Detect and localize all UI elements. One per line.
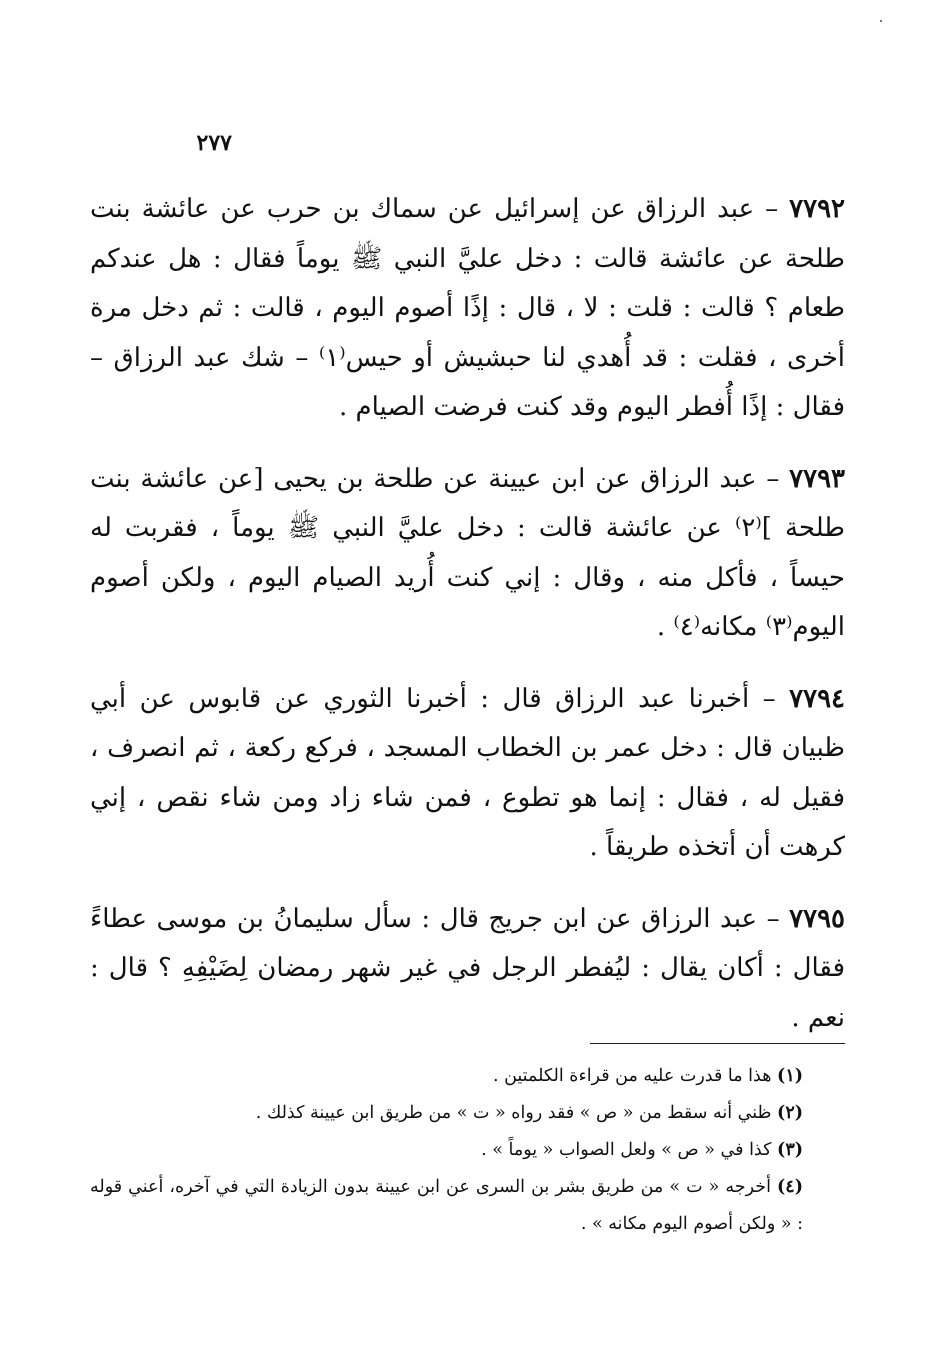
footnote-text: كذا في « ص » ولعل الصواب « يوماً » . [481, 1140, 772, 1160]
hadith-text: – عبد الرزاق عن إسرائيل عن سماك بن حرب عن عائشة بنت طلحة عن عائشة قالت : دخل عليَّ النبي ﷺ يوماً فقال : هل عندكم طعام ؟ قالت : قلت : لا ، قال : إذًا أصوم اليوم ، قالت : ثم دخل مرة أخرى ، فقلت : قد أُهدي لنا حبشيش أو حيس⁽١⁾ – شك عبد الرزاق – فقال : إذًا أُفطر اليوم وقد كنت فرضت الصيام . [90, 194, 845, 422]
hadith-7795 [90, 895, 845, 1044]
footnote-1 [90, 1058, 845, 1095]
footnote-3 [90, 1132, 845, 1169]
hadith-number: ٧٧٩٤ [789, 683, 846, 714]
footnotes [90, 1058, 845, 1243]
hadith-text: – عبد الرزاق عن ابن عيينة عن طلحة بن يحيى [عن عائشة بنت طلحة ]⁽٢⁾ عن عائشة قالت : دخل عليَّ النبي ﷺ يوماً ، فقربت له حيساً ، فأكل منه ، وقال : إني كنت أُريد الصيام اليوم ، ولكن أصوم اليوم⁽٣⁾ مكانه⁽٤⁾ . [90, 463, 845, 642]
footnote-text: أخرجه « ت » من طريق بشر بن السرى عن ابن عيينة بدون الزيادة التي في آخره، أعني قوله : « ولكن أصوم اليوم مكانه » . [90, 1177, 803, 1234]
footnote-text: ظني أنه سقط من « ص » فقد رواه « ت » من طريق ابن عيينة كذلك . [255, 1103, 772, 1123]
scan-speck [880, 20, 882, 22]
footnote-number: (٤) [777, 1177, 803, 1197]
footnote-4 [90, 1169, 845, 1243]
footnote-divider [590, 1043, 845, 1044]
footnote-number: (٣) [777, 1140, 803, 1160]
hadith-number: ٧٧٩٢ [789, 194, 846, 224]
footnote-2 [90, 1095, 845, 1132]
page-number: ٢٧٧ [196, 130, 232, 156]
footnote-number: (٢) [777, 1103, 803, 1123]
footnote-number: (١) [777, 1066, 803, 1086]
footnote-text: هذا ما قدرت عليه من قراءة الكلمتين . [492, 1066, 772, 1086]
hadith-7794 [90, 675, 845, 873]
main-text [90, 185, 845, 1065]
hadith-7792 [90, 185, 845, 433]
hadith-7793 [90, 455, 845, 653]
hadith-number: ٧٧٩٣ [789, 463, 846, 494]
hadith-text: – أخبرنا عبد الرزاق قال : أخبرنا الثوري عن قابوس عن أبي ظبيان قال : دخل عمر بن الخطاب المسجد ، فركع ركعة ، ثم انصرف ، فقيل له ، فقال : إنما هو تطوع ، فمن شاء زاد ومن شاء نقص ، إني كرهت أن أتخذه طريقاً . [90, 683, 845, 862]
hadith-number: ٧٧٩٥ [789, 903, 846, 934]
hadith-text: – عبد الرزاق عن ابن جريج قال : سأل سليمانُ بن موسى عطاءً فقال : أكان يقال : ليُفطر الرجل في غير شهر رمضان لِضَيْفِهِ ؟ قال : نعم . [90, 903, 845, 1033]
